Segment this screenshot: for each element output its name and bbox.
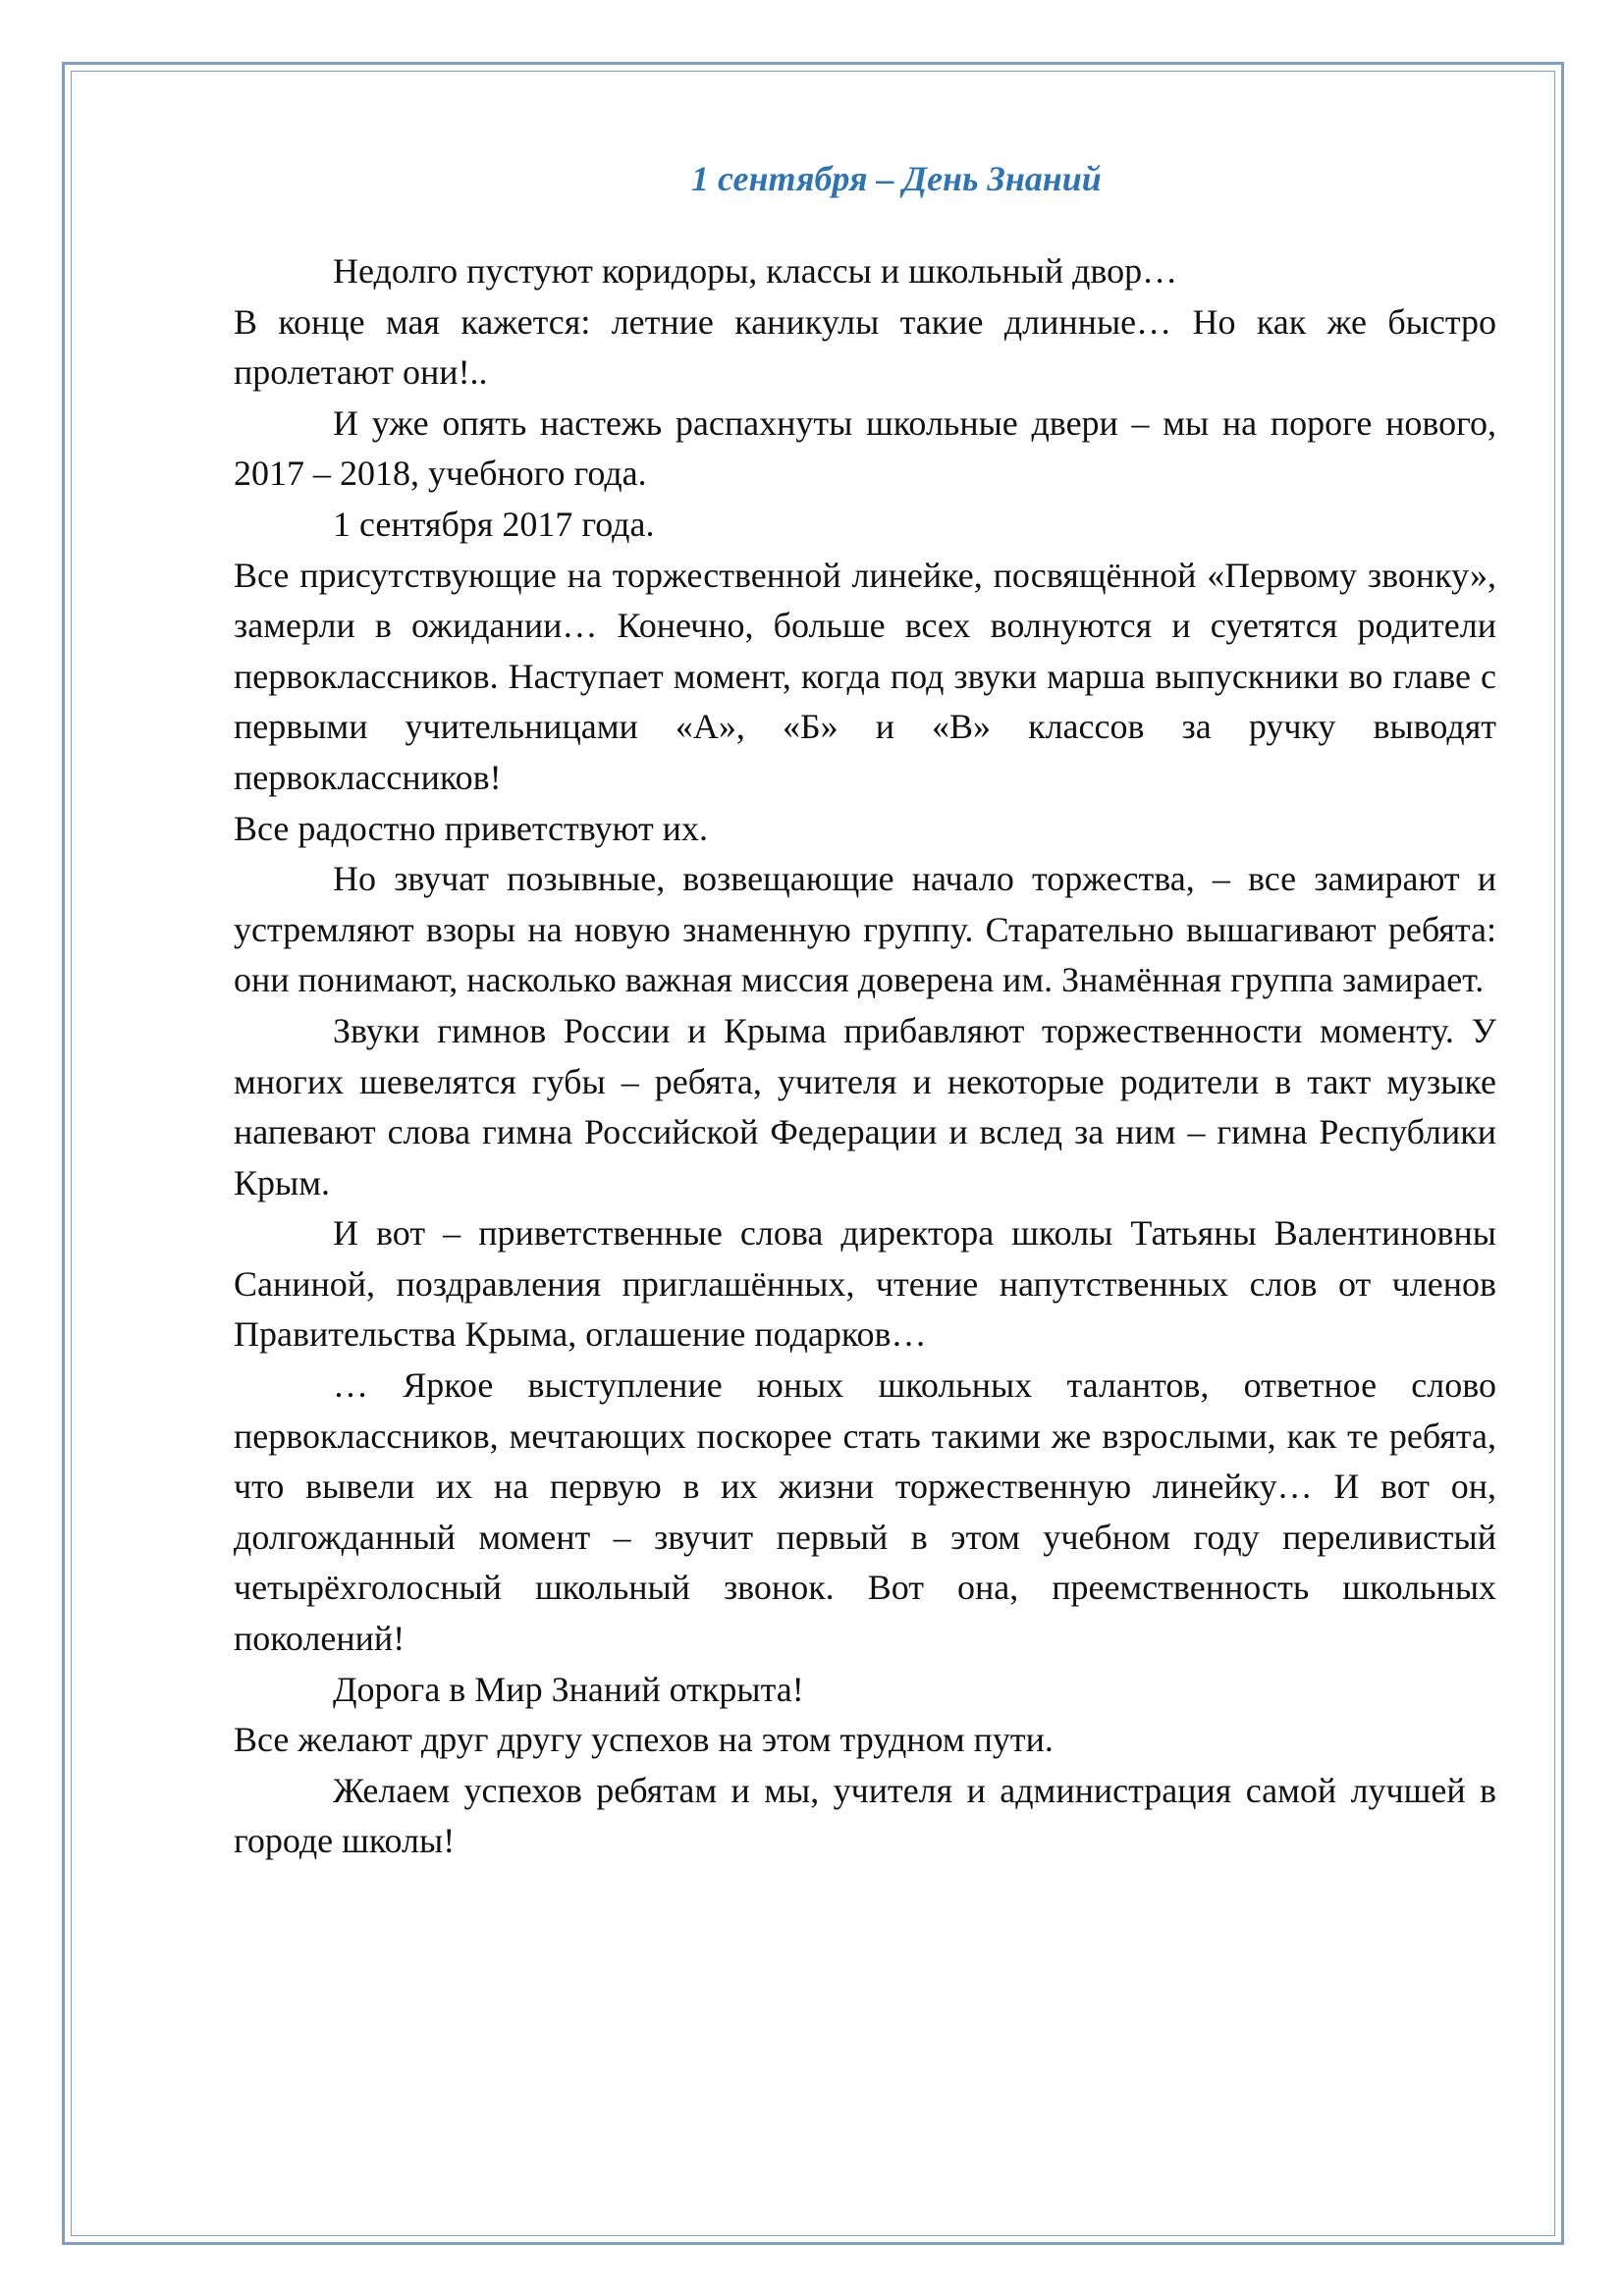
- paragraph: Но звучат позывные, возвещающие начало торжества, – все замирают и устремляют взоры на новую знаменную группу. Старательно вышагивают ребята: они понимают, насколько важная миссия доверена им. Знамённая группа замирает.: [234, 859, 1496, 1000]
- document-content: [234, 147, 1496, 1867]
- paragraph: Желаем успехов ребятам и мы, учителя и администрация самой лучшей в городе школы!: [234, 1770, 1496, 1861]
- paragraph: В конце мая кажется: летние каникулы такие длинные… Но как же быстро пролетают они!..: [234, 301, 1496, 393]
- paragraph: И вот – приветственные слова директора школы Татьяны Валентиновны Саниной, поздравления приглашённых, чтение напутственных слов от членов Правительства Крыма, оглашение подарков…: [234, 1213, 1496, 1355]
- paragraph: Звуки гимнов России и Крыма прибавляют торжественности моменту. У многих шевелятся губы – ребята, учителя и некоторые родители в такт музыке напевают слова гимна Российской Федерации и вслед за ним – гимна Республики Крым.: [234, 1010, 1496, 1202]
- paragraph: Все присутствующие на торжественной линейке, посвящённой «Первому звонку», замерли в ожидании… Конечно, больше всех волнуются и суетятся родители первоклассников. Наступает момент, когда под звуки марша выпускники во главе с первыми учительницами «А», «Б» и «В» классов за ручку выводят первоклассников!: [234, 555, 1496, 797]
- document-title: 1 сентября – День Знаний: [691, 159, 1102, 198]
- paragraph: Недолго пустуют коридоры, классы и школьный двор…: [333, 251, 1178, 291]
- document-body: [234, 246, 1496, 1867]
- paragraph: Дорога в Мир Знаний открыта!: [333, 1669, 804, 1709]
- paragraph: 1 сентября 2017 года.: [333, 504, 655, 544]
- paragraph: И уже опять настежь распахнуты школьные двери – мы на пороге нового, 2017 – 2018, учебного года.: [234, 402, 1496, 494]
- paragraph: Все радостно приветствуют их.: [234, 808, 708, 848]
- paragraph: … Яркое выступление юных школьных талантов, ответное слово первоклассников, мечтающих поскорее стать такими же взрослыми, как те ребята, что вывели их на первую в их жизни торжественную линейку… И вот он, долгожданный момент – звучит первый в этом учебном году переливистый четырёхголосный школьный звонок. Вот она, преемственность школьных поколений!: [234, 1365, 1496, 1659]
- paragraph: Все желают друг другу успехов на этом трудном пути.: [234, 1720, 1054, 1760]
